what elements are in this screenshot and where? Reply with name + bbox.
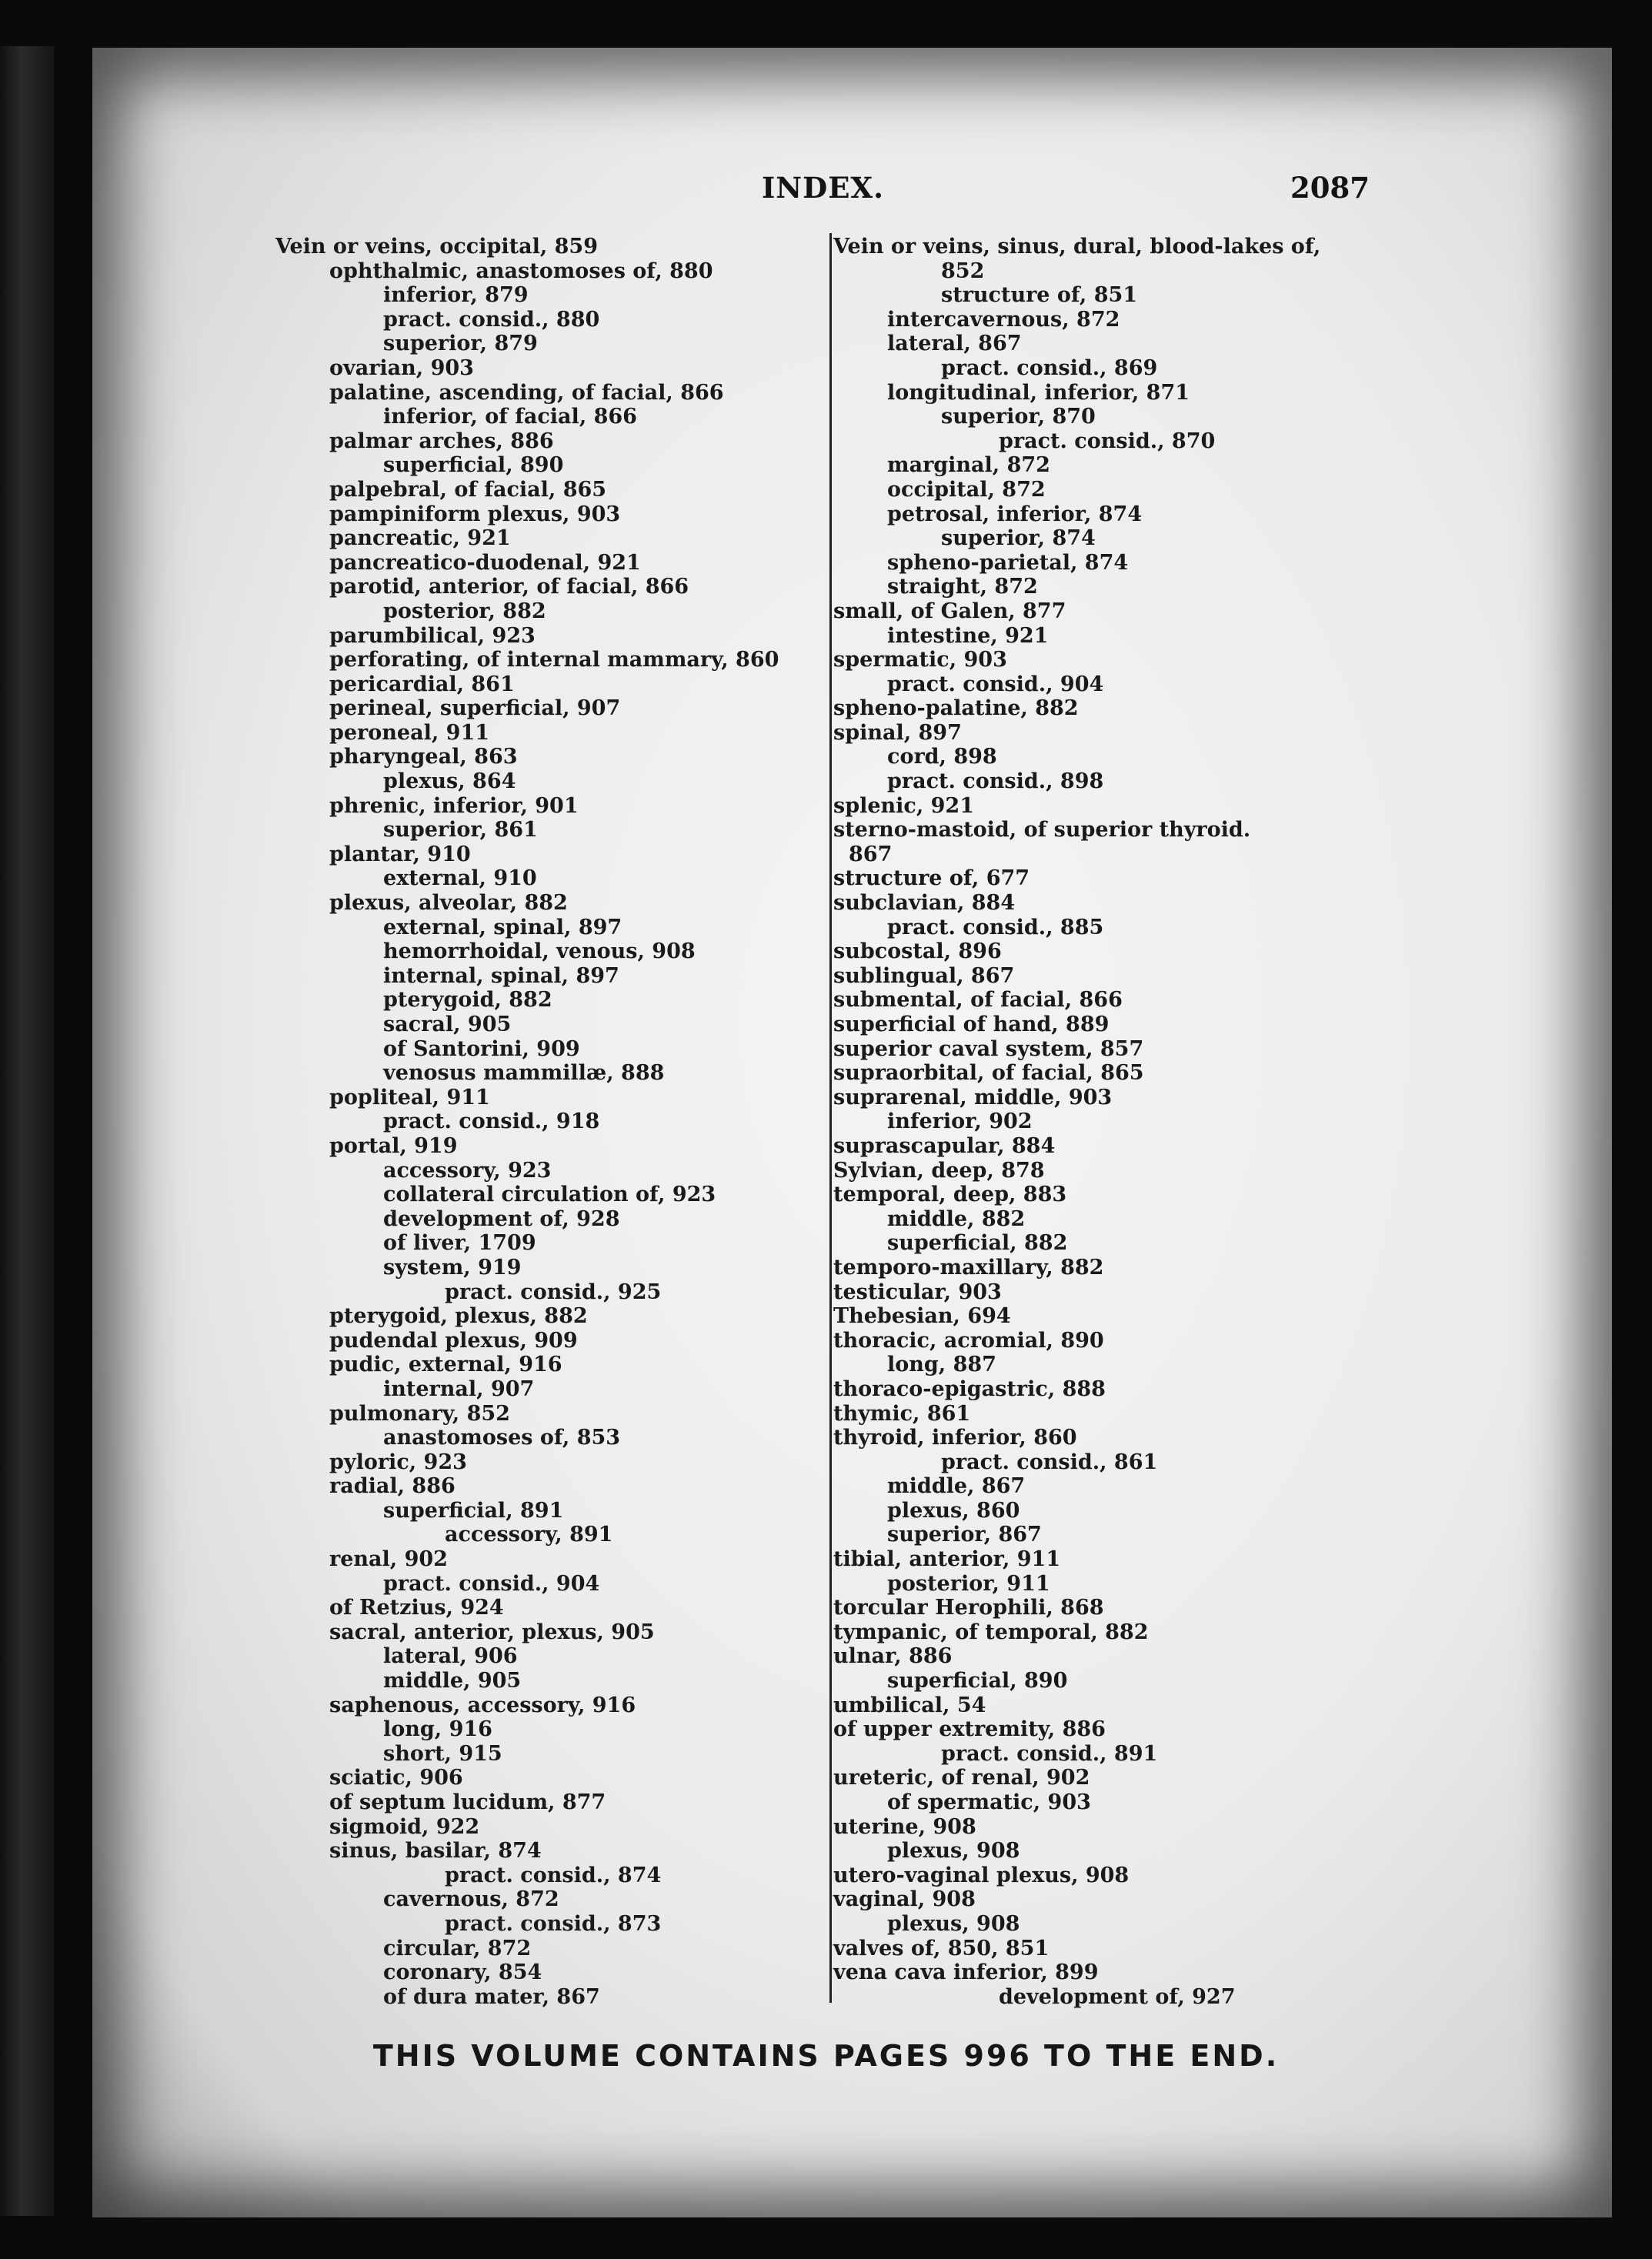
index-entry: venosus mammillæ, 888 <box>383 1061 665 1086</box>
index-entry: palpebral, of facial, 865 <box>329 477 607 502</box>
index-entry: long, 887 <box>887 1353 996 1377</box>
index-entry: superior, 874 <box>941 526 1096 551</box>
index-entry: pericardial, 861 <box>329 672 515 696</box>
index-entry: valves of, 850, 851 <box>833 1936 1050 1960</box>
index-entry: marginal, 872 <box>887 453 1050 478</box>
index-column-left <box>275 235 829 2009</box>
index-entry: ophthalmic, anastomoses of, 880 <box>329 259 713 283</box>
index-entry: inferior, of facial, 866 <box>383 405 637 429</box>
index-entry: plantar, 910 <box>329 842 471 866</box>
index-entry: 852 <box>941 259 985 283</box>
index-entry: hemorrhoidal, venous, 908 <box>383 939 696 964</box>
index-entry: internal, spinal, 897 <box>383 963 619 988</box>
index-entry: Vein or veins, sinus, dural, blood-lakes of, <box>833 235 1321 259</box>
index-entry: testicular, 903 <box>833 1280 1002 1304</box>
index-entry: of dura mater, 867 <box>383 1984 600 2009</box>
index-entry: pulmonary, 852 <box>329 1401 510 1426</box>
index-entry: sciatic, 906 <box>329 1766 463 1790</box>
index-entry: peroneal, 911 <box>329 720 490 745</box>
index-entry: pract. consid., 904 <box>383 1571 600 1596</box>
index-entry: superior, 861 <box>383 818 538 843</box>
index-entry: pterygoid, 882 <box>383 988 552 1013</box>
index-entry: petrosal, inferior, 874 <box>887 502 1143 526</box>
index-entry: subcostal, 896 <box>833 939 1002 964</box>
index-entry: perforating, of internal mammary, 860 <box>329 648 779 672</box>
index-entry: plexus, 864 <box>383 769 516 794</box>
index-entry: perineal, superficial, 907 <box>329 696 621 721</box>
index-entry: superficial, 890 <box>887 1669 1068 1693</box>
index-entry: accessory, 891 <box>445 1523 613 1547</box>
index-entry: system, 919 <box>383 1255 522 1280</box>
index-entry: superior, 867 <box>887 1523 1042 1547</box>
index-entry: superficial, 890 <box>383 453 564 478</box>
index-entry: pract. consid., 880 <box>383 307 600 332</box>
index-entry: internal, 907 <box>383 1376 535 1401</box>
index-entry: pyloric, 923 <box>329 1450 467 1474</box>
index-entry: pract. consid., 904 <box>887 672 1104 696</box>
index-entry: superior caval system, 857 <box>833 1036 1144 1061</box>
index-entry: phrenic, inferior, 901 <box>329 793 579 818</box>
index-entry: ureteric, of renal, 902 <box>833 1766 1090 1790</box>
index-entry: umbilical, 54 <box>833 1693 986 1717</box>
index-entry: subclavian, 884 <box>833 891 1016 916</box>
index-entry: pudendal plexus, 909 <box>329 1328 578 1353</box>
binding-edge <box>0 46 54 2216</box>
index-entry: portal, 919 <box>329 1133 458 1158</box>
index-entry: superficial of hand, 889 <box>833 1013 1110 1036</box>
index-entry: pract. consid., 861 <box>941 1450 1158 1474</box>
index-entry: pract. consid., 869 <box>941 355 1158 380</box>
index-entry: palatine, ascending, of facial, 866 <box>329 380 724 405</box>
index-entry: renal, 902 <box>329 1547 448 1572</box>
index-entry: pancreatico-duodenal, 921 <box>329 550 641 575</box>
index-entry: development of, 927 <box>999 1984 1236 2009</box>
index-entry: splenic, 921 <box>833 793 975 818</box>
index-entry: posterior, 911 <box>887 1571 1050 1596</box>
index-entry: thoraco-epigastric, 888 <box>833 1376 1106 1401</box>
index-entry: long, 916 <box>383 1717 492 1742</box>
index-entry: inferior, 879 <box>383 283 529 308</box>
index-entry: parotid, anterior, of facial, 866 <box>329 575 689 599</box>
index-entry: sacral, anterior, plexus, 905 <box>329 1620 655 1644</box>
index-entry: spermatic, 903 <box>833 648 1007 672</box>
index-entry: intercavernous, 872 <box>887 307 1120 332</box>
index-entry: cavernous, 872 <box>383 1887 559 1912</box>
index-entry: pharyngeal, 863 <box>329 745 518 769</box>
index-entry: pract. consid., 925 <box>445 1280 662 1304</box>
index-entry: popliteal, 911 <box>329 1085 490 1109</box>
index-entry: middle, 882 <box>887 1206 1026 1231</box>
index-entry: of liver, 1709 <box>383 1231 536 1256</box>
index-entry: pancreatic, 921 <box>329 526 511 551</box>
index-entry: plexus, alveolar, 882 <box>329 891 568 916</box>
index-entry: ulnar, 886 <box>833 1644 953 1669</box>
index-entry: of Retzius, 924 <box>329 1596 504 1620</box>
index-entry: structure of, 851 <box>941 283 1138 308</box>
index-entry: collateral circulation of, 923 <box>383 1183 716 1207</box>
index-entry: structure of, 677 <box>833 866 1030 891</box>
column-divider <box>829 233 832 2003</box>
index-entry: pterygoid, plexus, 882 <box>329 1304 588 1329</box>
index-entry: suprascapular, 884 <box>833 1133 1056 1158</box>
index-entry: temporal, deep, 883 <box>833 1183 1067 1207</box>
index-entry: spheno-palatine, 882 <box>833 696 1079 721</box>
running-head: INDEX. <box>762 171 885 205</box>
index-entry: ovarian, 903 <box>329 355 474 380</box>
index-entry: pract. consid., 870 <box>999 429 1216 453</box>
index-entry: sterno-mastoid, of superior thyroid. <box>833 818 1251 843</box>
index-entry: Sylvian, deep, 878 <box>833 1158 1045 1183</box>
index-entry: middle, 867 <box>887 1474 1026 1499</box>
index-entry: uterine, 908 <box>833 1814 976 1839</box>
volume-note: THIS VOLUME CONTAINS PAGES 996 TO THE END. <box>372 2039 1280 2073</box>
index-entry: superior, 879 <box>383 332 538 356</box>
index-entry: supraorbital, of facial, 865 <box>833 1061 1144 1086</box>
index-entry: posterior, 882 <box>383 599 546 623</box>
index-entry: inferior, 902 <box>887 1109 1033 1134</box>
index-entry: Thebesian, 694 <box>833 1304 1011 1329</box>
index-entry: pract. consid., 891 <box>941 1741 1158 1766</box>
index-entry: lateral, 867 <box>887 332 1022 356</box>
index-entry: thymic, 861 <box>833 1401 971 1426</box>
index-entry: accessory, 923 <box>383 1158 552 1183</box>
index-entry: coronary, 854 <box>383 1960 542 1985</box>
index-entry: 867 <box>849 842 893 866</box>
index-entry: of spermatic, 903 <box>887 1790 1091 1814</box>
index-entry: torcular Herophili, 868 <box>833 1596 1104 1620</box>
index-entry: radial, 886 <box>329 1474 456 1499</box>
index-entry: of Santorini, 909 <box>383 1036 580 1061</box>
index-entry: parumbilical, 923 <box>329 623 536 648</box>
index-entry: pudic, external, 916 <box>329 1353 562 1377</box>
index-entry: anastomoses of, 853 <box>383 1426 621 1450</box>
index-entry: pract. consid., 873 <box>445 1911 662 1936</box>
index-entry: sacral, 905 <box>383 1013 512 1036</box>
index-entry: development of, 928 <box>383 1206 620 1231</box>
index-entry: superficial, 882 <box>887 1231 1068 1256</box>
index-entry: sinus, basilar, 874 <box>329 1839 542 1864</box>
index-entry: middle, 905 <box>383 1669 522 1693</box>
index-entry: small, of Galen, 877 <box>833 599 1066 623</box>
index-entry: of upper extremity, 886 <box>833 1717 1106 1742</box>
index-entry: intestine, 921 <box>887 623 1049 648</box>
index-entry: thoracic, acromial, 890 <box>833 1328 1104 1353</box>
index-entry: pract. consid., 918 <box>383 1109 600 1134</box>
index-entry: circular, 872 <box>383 1936 532 1960</box>
index-entry: longitudinal, inferior, 871 <box>887 380 1190 405</box>
index-entry: temporo-maxillary, 882 <box>833 1255 1104 1280</box>
index-entry: vena cava inferior, 899 <box>833 1960 1099 1985</box>
index-entry: palmar arches, 886 <box>329 429 554 453</box>
index-entry: external, 910 <box>383 866 537 891</box>
index-entry: spinal, 897 <box>833 720 962 745</box>
index-entry: lateral, 906 <box>383 1644 518 1669</box>
index-entry: Vein or veins, occipital, 859 <box>275 235 598 259</box>
index-entry: superior, 870 <box>941 405 1096 429</box>
index-entry: tibial, anterior, 911 <box>833 1547 1061 1572</box>
index-entry: pampiniform plexus, 903 <box>329 502 621 526</box>
index-entry: pract. consid., 898 <box>887 769 1104 794</box>
index-entry: plexus, 908 <box>887 1911 1020 1936</box>
index-entry: pract. consid., 885 <box>887 915 1104 939</box>
index-entry: suprarenal, middle, 903 <box>833 1085 1113 1109</box>
index-entry: thyroid, inferior, 860 <box>833 1426 1077 1450</box>
index-entry: cord, 898 <box>887 745 997 769</box>
index-entry: occipital, 872 <box>887 477 1046 502</box>
index-entry: plexus, 908 <box>887 1839 1020 1864</box>
index-entry: pract. consid., 874 <box>445 1863 662 1887</box>
index-entry: superficial, 891 <box>383 1498 564 1523</box>
index-entry: spheno-parietal, 874 <box>887 550 1129 575</box>
index-entry: short, 915 <box>383 1741 502 1766</box>
index-entry: vaginal, 908 <box>833 1887 976 1912</box>
index-entry: plexus, 860 <box>887 1498 1020 1523</box>
index-entry: straight, 872 <box>887 575 1038 599</box>
index-column-right <box>833 235 1372 2009</box>
index-entry: sublingual, 867 <box>833 963 1015 988</box>
index-entry: external, spinal, 897 <box>383 915 622 939</box>
index-entry: saphenous, accessory, 916 <box>329 1693 636 1717</box>
index-entry: utero-vaginal plexus, 908 <box>833 1863 1130 1887</box>
index-entry: tympanic, of temporal, 882 <box>833 1620 1149 1644</box>
index-entry: submental, of facial, 866 <box>833 988 1123 1013</box>
index-entry: sigmoid, 922 <box>329 1814 480 1839</box>
index-entry: of septum lucidum, 877 <box>329 1790 606 1814</box>
page-number: 2087 <box>1290 171 1370 205</box>
